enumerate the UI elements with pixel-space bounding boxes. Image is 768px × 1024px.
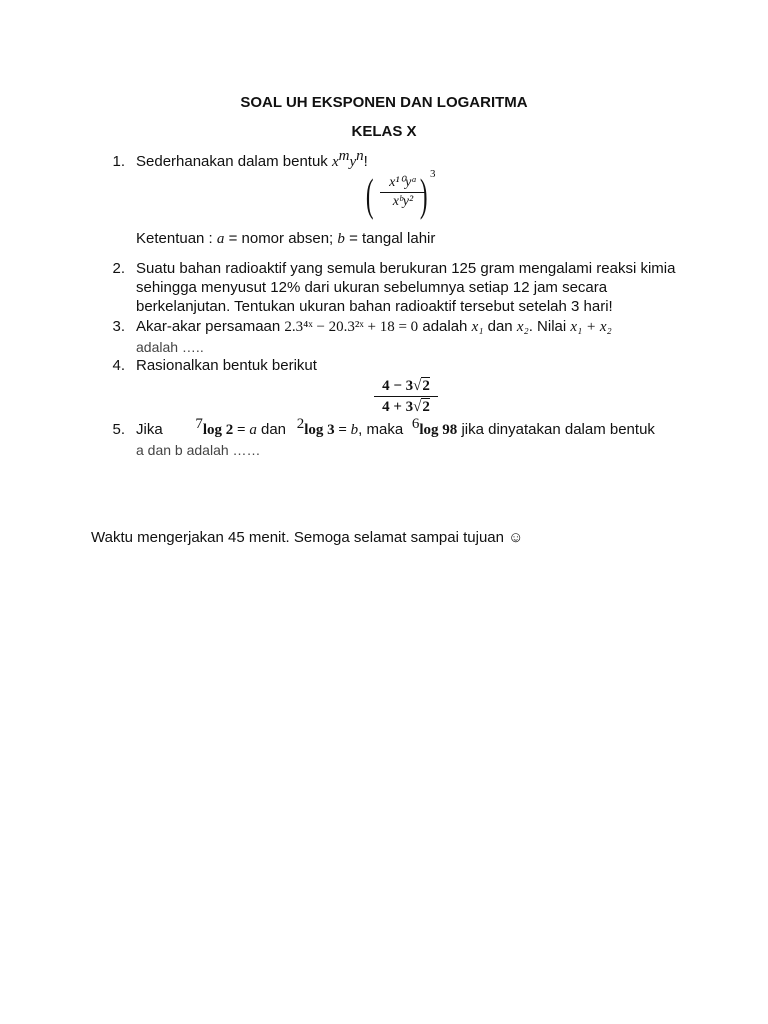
q2-line3: berkelanjutan. Tentukan ukuran bahan radioaktif tersebut setelah 3 hari! [136,298,613,315]
q3-line2: adalah ….. [136,339,204,355]
q5-line1: Jika $^7$log 2 = a dan $^2$log 3 = b, maka $^6$log 98 jika dinyatakan dalam bentuk [136,416,655,438]
q4-text: Rasionalkan bentuk berikut [136,357,317,374]
q4-fraction [374,376,438,417]
q1-text: Sederhanakan dalam bentuk $x^my^n$! [136,148,368,170]
q1-numerator: x¹⁰yᵃ [389,175,417,190]
q3-number: 3. [112,318,125,335]
q4-denominator: 4 + 3√2 [374,396,438,417]
q1-left-paren: ( [365,169,374,220]
footer-note: Waktu mengerjakan 45 menit. Semoga selamat sampai tujuan ☺ [91,529,524,546]
q2-number: 2. [112,260,125,277]
q3-line1: Akar-akar persamaan 2.3⁴ˣ − 20.3²ˣ + 18 = 0 adalah x₁ dan x₂. Nilai x₁ + x₂ [136,318,612,335]
q4-number: 4. [112,357,125,374]
q3-equation: 2.3⁴ˣ − 20.3²ˣ + 18 = 0 [284,319,419,335]
q5-number: 5. [112,421,125,438]
q1-denominator: xᵇy² [380,192,426,211]
q2-line2: sehingga menyusut 12% dari ukuran sebelumnya setiap 12 jam secara [136,279,608,296]
q1-power: 3 [430,168,436,180]
q1-right-paren: ) [419,169,428,220]
q1-number: 1. [112,153,125,170]
document-subtitle: KELAS X [351,123,417,140]
q5-line2: a dan b adalah …… [136,442,261,458]
q4-numerator: 4 − 3√2 [382,378,430,394]
q2-line1: Suatu bahan radioaktif yang semula berukuran 125 gram mengalami reaksi kimia [136,260,676,277]
document-title: SOAL UH EKSPONEN DAN LOGARITMA [240,94,528,111]
q1-note: Ketentuan : a = nomor absen; b = tangal lahir [136,230,436,247]
